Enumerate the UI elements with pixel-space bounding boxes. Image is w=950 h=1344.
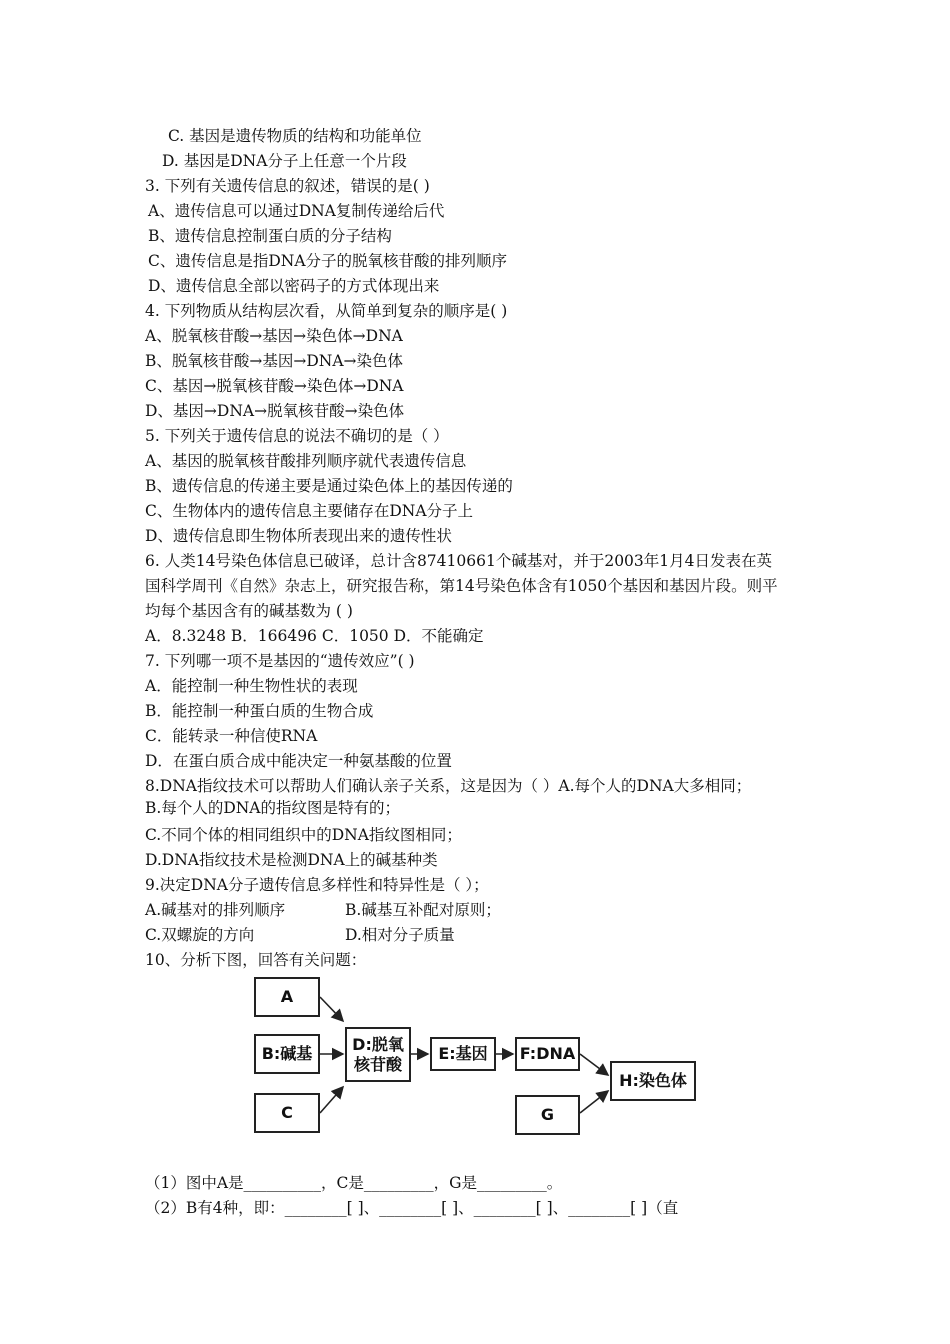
text-line: B、遗传信息控制蛋白质的分子结构: [148, 227, 392, 245]
text-line: 均每个基因含有的碱基数为 ( ): [145, 602, 353, 620]
text-line: 10、分析下图，回答有关问题：: [145, 951, 367, 969]
box-g: G: [515, 1095, 580, 1135]
text-line: 9.决定DNA分子遗传信息多样性和特异性是（ ）；: [145, 876, 489, 894]
box-c: C: [254, 1093, 320, 1133]
text-line: 6. 人类14号染色体信息已破译，总计含87410661个碱基对，并于2003年1月4日发表在英: [145, 552, 773, 570]
text-line: 8.DNA指纹技术可以帮助人们确认亲子关系，这是因为（ ）A.每个人的DNA大多相同；: [145, 777, 752, 795]
text-line: 3. 下列有关遗传信息的叙述，错误的是( ): [145, 177, 430, 195]
arrow-f-to-h: [580, 1054, 608, 1075]
text-line: B.每个人的DNA的指纹图是特有的；: [145, 799, 401, 817]
text-line: 国科学周刊《自然》杂志上，研究报告称，第14号染色体含有1050个基因和基因片段。则平: [145, 577, 778, 595]
text-line: （1）图中A是__________，C是_________，G是_________。: [145, 1174, 563, 1192]
text-line: D．在蛋白质合成中能决定一种氨基酸的位置: [145, 752, 452, 770]
text-line: C．能转录一种信使RNA: [145, 727, 318, 745]
arrow-c-to-d: [320, 1087, 343, 1113]
box-e: E:基因: [430, 1037, 496, 1071]
text-line: B．能控制一种蛋白质的生物合成: [145, 702, 374, 720]
text-line: A、遗传信息可以通过DNA复制传递给后代: [148, 202, 445, 220]
text-line: A．能控制一种生物性状的表现: [145, 677, 358, 695]
text-line: A、基因的脱氧核苷酸排列顺序就代表遗传信息: [145, 452, 467, 470]
text-line: （2）B有4种，即：________[ ]、________[ ]、________[ ]、________[ ]（直: [145, 1199, 679, 1217]
text-line: 7. 下列哪一项不是基因的“遗传效应”( ): [145, 652, 415, 670]
box-b: B:碱基: [254, 1034, 320, 1074]
box-d: D:脱氧 核苷酸: [345, 1027, 411, 1082]
text-line: D.相对分子质量: [345, 926, 455, 944]
gene-structure-diagram: [250, 975, 710, 1145]
text-line: D、基因→DNA→脱氧核苷酸→染色体: [145, 402, 405, 420]
box-a: A: [254, 977, 320, 1017]
text-line: C、生物体内的遗传信息主要储存在DNA分子上: [145, 502, 474, 520]
text-line: A.碱基对的排列顺序: [145, 901, 286, 919]
text-line: D.DNA指纹技术是检测DNA上的碱基种类: [145, 851, 438, 869]
text-line: C、遗传信息是指DNA分子的脱氧核苷酸的排列顺序: [148, 252, 508, 270]
text-line: 5. 下列关于遗传信息的说法不确切的是（ ）: [145, 427, 449, 445]
text-line: 4. 下列物质从结构层次看，从简单到复杂的顺序是( ): [145, 302, 508, 320]
text-line: D、遗传信息即生物体所表现出来的遗传性状: [145, 527, 452, 545]
text-line: D. 基因是DNA分子上任意一个片段: [162, 152, 407, 170]
box-h: H:染色体: [610, 1061, 696, 1101]
text-line: A、脱氧核苷酸→基因→染色体→DNA: [145, 327, 403, 345]
text-line: B.碱基互补配对原则；: [345, 901, 501, 919]
text-line: C. 基因是遗传物质的结构和功能单位: [168, 127, 422, 145]
arrow-g-to-h: [580, 1091, 608, 1113]
text-line: C.双螺旋的方向: [145, 926, 255, 944]
text-line: A．8.3248 B．166496 C．1050 D．不能确定: [145, 627, 484, 645]
box-f: F:DNA: [515, 1037, 580, 1071]
text-line: B、遗传信息的传递主要是通过染色体上的基因传递的: [145, 477, 513, 495]
text-line: C、基因→脱氧核苷酸→染色体→DNA: [145, 377, 404, 395]
text-line: D、遗传信息全部以密码子的方式体现出来: [148, 277, 440, 295]
text-line: B、脱氧核苷酸→基因→DNA→染色体: [145, 352, 404, 370]
text-line: C.不同个体的相同组织中的DNA指纹图相同；: [145, 826, 462, 844]
arrow-a-to-d: [320, 997, 343, 1021]
